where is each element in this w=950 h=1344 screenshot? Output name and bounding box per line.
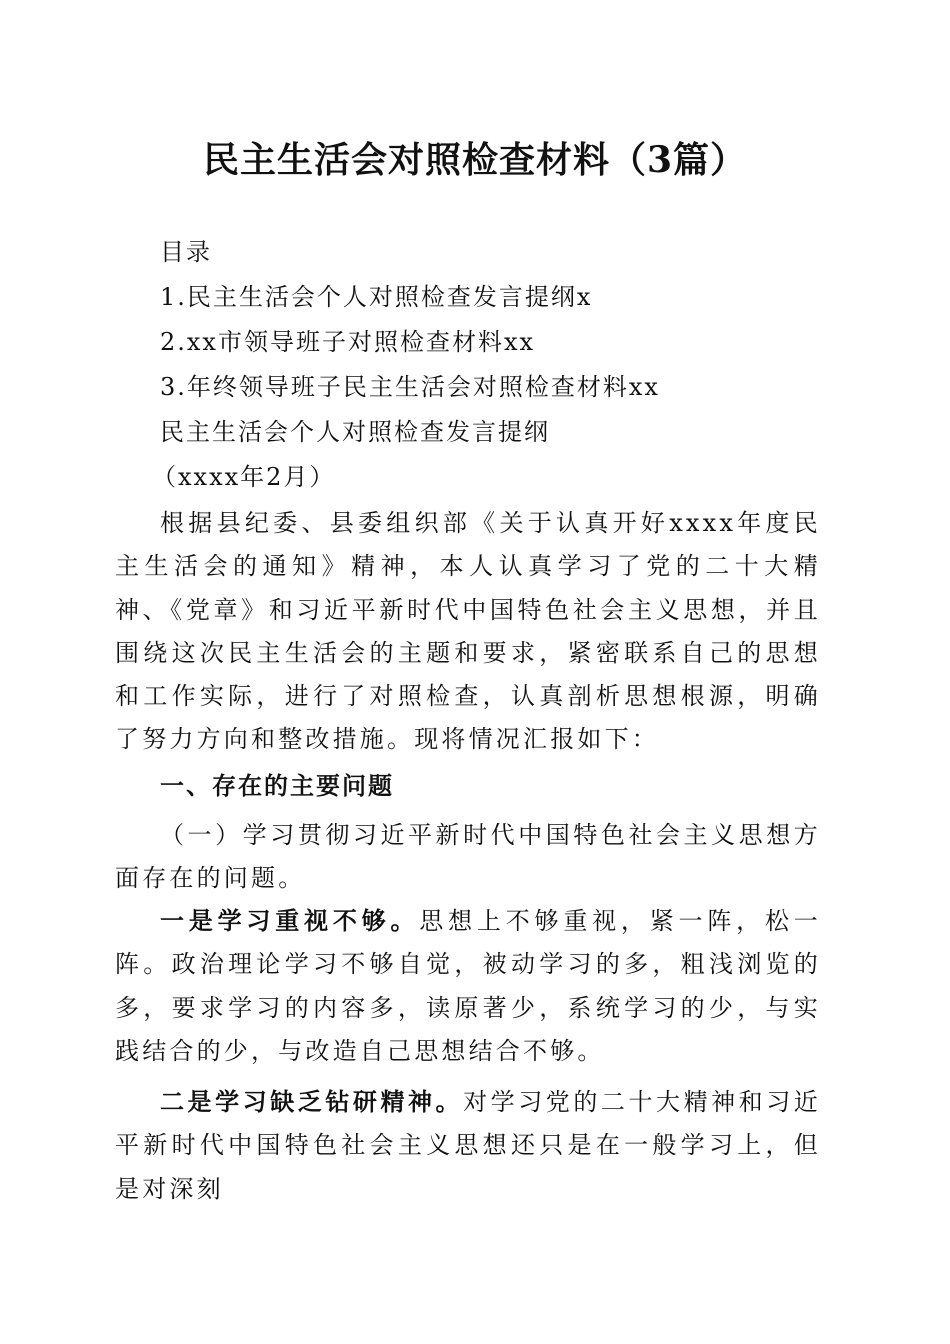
section-date: （xxxx年2月）	[152, 463, 336, 491]
point-2-text: 对学习党的二十大精神和习近平新时代中国特色社会主义思想还只是在一般学习上，但是对深刻	[115, 1088, 821, 1203]
point-2-lead: 二是学习缺乏钻研精神。	[160, 1088, 464, 1116]
point-1-paragraph	[115, 900, 821, 1073]
toc-heading: 目录	[160, 238, 212, 266]
point-2-paragraph	[115, 1081, 821, 1211]
point-1-lead: 一是学习重视不够。	[160, 907, 420, 935]
document-title: 民主生活会对照检查材料（3篇）	[202, 139, 748, 181]
subheading-study-problems: （一）学习贯彻习近平新时代中国特色社会主义思想方面存在的问题。	[115, 821, 821, 893]
heading-main-problems: 一、存在的主要问题	[160, 772, 394, 800]
point-1-text: 思想上不够重视，紧一阵，松一阵。政治理论学习不够自觉，被动学习的多，粗浅浏览的多，要求学习的内容多，读原著少，系统学习的少，与实践结合的少，与改造自己思想结合不够。	[115, 907, 821, 1065]
section-title: 民主生活会个人对照检查发言提纲	[160, 418, 550, 446]
intro-paragraph: 根据县纪委、县委组织部《关于认真开好xxxx年度民主生活会的通知》精神，本人认真学习了党的二十大精神、《党章》和习近平新时代中国特色社会主义思想，并且围绕这次民主生活会的主题和要求，紧密联系自己的思想和工作实际，进行了对照检查，认真剖析思想根源，明确了努力方向和整改措施。现将情况汇报如下：	[115, 509, 821, 754]
toc-item-1: 1.民主生活会个人对照检查发言提纲x	[160, 283, 593, 311]
toc-item-3: 3.年终领导班子民主生活会对照检查材料xx	[160, 373, 660, 401]
toc-item-2: 2.xx市领导班子对照检查材料xx	[160, 328, 536, 356]
